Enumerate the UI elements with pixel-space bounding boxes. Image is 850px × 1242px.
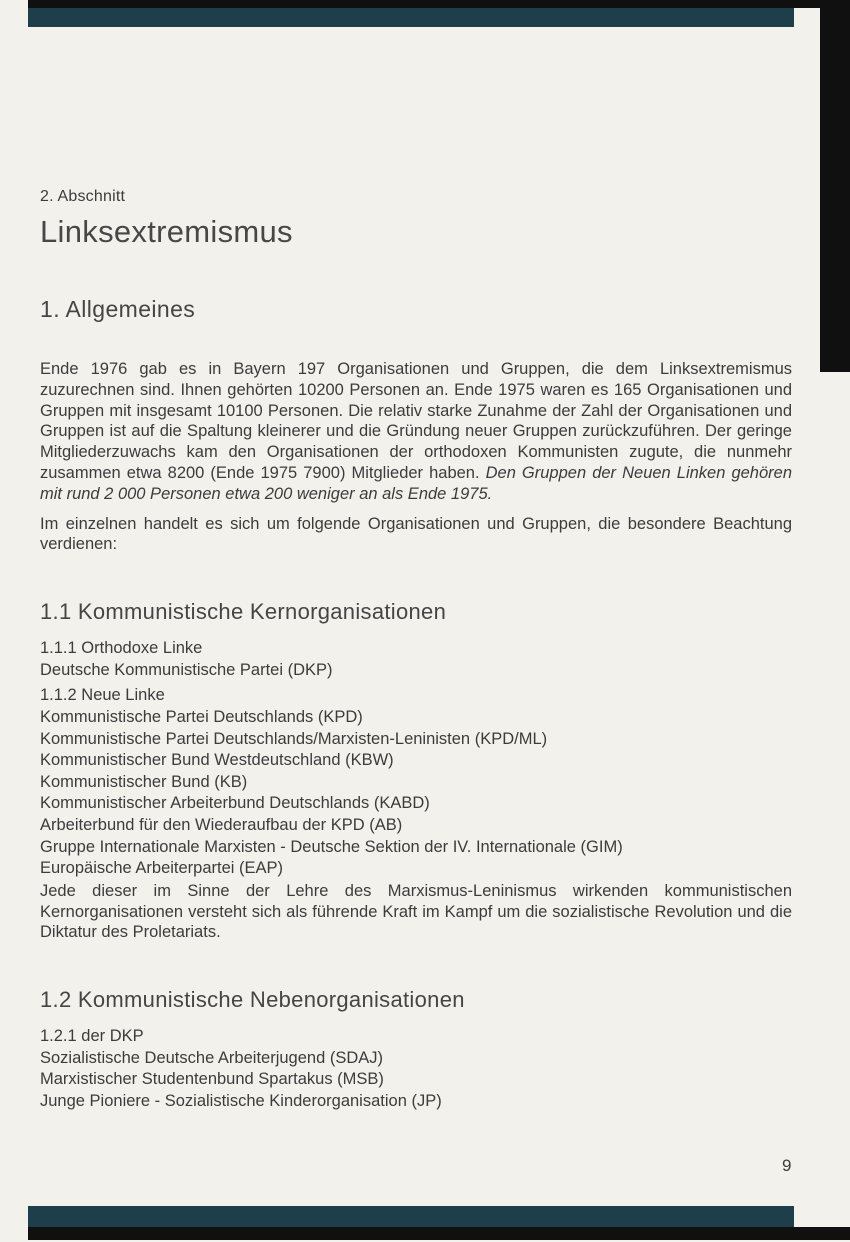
page-title: Linksextremismus bbox=[40, 214, 293, 249]
paragraph-list-intro: Im einzelnen handelt es sich um folgende Organisationen und Gruppen, die besondere Beachtung verdienen: bbox=[40, 514, 792, 554]
paragraph-kernorganisationen-closing: Jede dieser im Sinne der Lehre des Marxismus-Leninismus wirkenden kommunistischen Kernorganisationen versteht sich als führende Kraft im Kampf um die sozialistische Revolution und die Diktatur des Proletariats. bbox=[40, 881, 792, 942]
org-item-gim: Gruppe Internationale Marxisten - Deutsche Sektion der IV. Internationale (GIM) bbox=[40, 837, 623, 856]
heading-allgemeines: 1. Allgemeines bbox=[40, 296, 196, 322]
paragraph-membership-statistics-emphasis: Den Gruppen der Neuen Linken gehören mit rund 2 000 Personen etwa 200 weniger an als Ende 1975. bbox=[40, 463, 792, 503]
org-item-kbw: Kommunistischer Bund Westdeutschland (KBW) bbox=[40, 751, 394, 770]
org-item-ab: Arbeiterbund für den Wiederaufbau der KPD (AB) bbox=[40, 815, 403, 834]
org-item-kpd-ml: Kommunistische Partei Deutschlands/Marxisten-Leninisten (KPD/ML) bbox=[40, 729, 548, 748]
org-item-jp: Junge Pioniere - Sozialistische Kinderorganisation (JP) bbox=[40, 1091, 442, 1110]
scan-right-black-bar bbox=[820, 0, 850, 372]
paragraph-membership-statistics-main: Ende 1976 gab es in Bayern 197 Organisationen und Gruppen, die dem Linksextremismus zuzurechnen sind. Ihnen gehörten 10200 Personen an. Ende 1975 waren es 165 Organisationen und Gruppen mit insgesamt 10100 Personen. Die relativ starke Zunahme der Zahl der Organisationen und Gruppen ist auf die Spaltung kleinerer und die Gründung neuer Gruppen zurückzuführen. Der geringe Mitgliederzuwachs kam den Organisationen der orthodoxen Kommunisten zugute, die nunmehr zusammen etwa 8200 (Ende 1975 7900) Mitglieder haben. bbox=[40, 360, 792, 482]
subheading-der-dkp: 1.2.1 der DKP bbox=[40, 1027, 144, 1046]
page-content bbox=[40, 0, 792, 1112]
org-item-kb: Kommunistischer Bund (KB) bbox=[40, 772, 248, 791]
subheading-neue-linke: 1.1.2 Neue Linke bbox=[40, 686, 165, 705]
subheading-orthodoxe-linke: 1.1.1 Orthodoxe Linke bbox=[40, 639, 203, 658]
org-item-kabd: Kommunistischer Arbeiterbund Deutschlands (KABD) bbox=[40, 794, 430, 813]
heading-nebenorganisationen: 1.2 Kommunistische Nebenorganisationen bbox=[40, 987, 465, 1013]
page-number: 9 bbox=[782, 1156, 792, 1175]
paragraph-membership-statistics bbox=[40, 359, 792, 505]
book-cover-bottom-edge bbox=[28, 1206, 794, 1227]
section-kicker: 2. Abschnitt bbox=[40, 188, 126, 205]
scan-bottom-black-bar bbox=[28, 1227, 850, 1240]
org-item-eap: Europäische Arbeiterpartei (EAP) bbox=[40, 859, 284, 878]
heading-kernorganisationen: 1.1 Kommunistische Kernorganisationen bbox=[40, 599, 447, 625]
org-item-dkp: Deutsche Kommunistische Partei (DKP) bbox=[40, 660, 333, 679]
org-item-msb: Marxistischer Studentenbund Spartakus (MSB) bbox=[40, 1070, 384, 1089]
org-item-kpd: Kommunistische Partei Deutschlands (KPD) bbox=[40, 707, 363, 726]
org-item-sdaj: Sozialistische Deutsche Arbeiterjugend (SDAJ) bbox=[40, 1048, 383, 1067]
